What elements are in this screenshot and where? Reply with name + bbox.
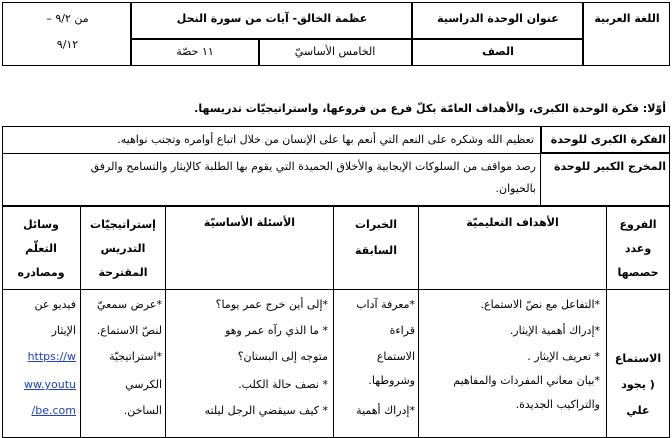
periods-value: ١١ حصّة xyxy=(176,45,214,58)
objective-3: * تعريف الإيثار . xyxy=(527,350,600,363)
section-heading: أوّلا: فكرة الوحدة الكبرى، والأهداف العامّة بكلّ فرع من فروعها، واستراتيجيّات تدريسها. xyxy=(194,102,666,115)
big-outcome-label: المخرج الكبير للوحدة xyxy=(553,160,666,173)
big-idea-text: تعظيم الله وشكره على النعم التي أنعم بها على الإنسان من خلال اتباع أوامره وتجنب نواهيه. xyxy=(117,133,534,146)
strategy-1: *عرض سمعيّ xyxy=(97,298,162,311)
question-2: * ما الذي رآه عمر وهو xyxy=(225,324,328,337)
branches-header-1: الفروع xyxy=(619,218,657,231)
branch-line-2: ( يجود xyxy=(621,378,655,391)
class-label: الصف xyxy=(482,45,514,58)
questions-header: الأسئلة الأساسيّة xyxy=(203,216,296,229)
prior-header-1: الخبرات xyxy=(355,218,397,231)
objective-4: *بيان معاني المفردات والمفاهيم xyxy=(453,374,600,387)
subject-text: اللغة العربية xyxy=(594,12,660,25)
youtube-link-part-1[interactable]: https://w xyxy=(27,350,76,363)
branches-header-3: حصصها xyxy=(617,266,659,279)
objective-1: *التفاعل مع نصّ الاستماع. xyxy=(480,298,600,311)
strategies-header-1: إستراتيجيّات xyxy=(90,218,156,231)
resource-2: الإيثار xyxy=(51,324,76,337)
branch-line-3: علي xyxy=(626,404,650,417)
prior-4: وشروطها. xyxy=(368,374,415,387)
big-outcome-line-2: بالحيوان. xyxy=(495,182,536,195)
date-from: من ٩/٢ – xyxy=(46,12,89,25)
prior-header-2: السابقة xyxy=(355,244,397,257)
objectives-header: الأهداف التعليميّة xyxy=(466,216,559,229)
big-outcome-line-1: رصد مواقف من السلوكات الإيجابية والأخلاق الحميدة التي يقوم بها الطلبة كالإيثار والتسامح والرفق xyxy=(90,160,536,173)
strategies-header-3: المقترحة xyxy=(98,266,148,279)
resource-link-3[interactable] xyxy=(6,404,76,418)
prior-3: الاستماع xyxy=(376,350,415,363)
resources-header-1: وسائل xyxy=(23,218,59,231)
resource-1: فيديو عن xyxy=(34,298,76,311)
resources-header-3: ومصادره xyxy=(17,266,65,279)
prior-1: *معرفة آداب xyxy=(356,298,415,311)
resource-link-2[interactable] xyxy=(6,378,76,392)
strategy-4: الكرسي xyxy=(125,378,162,391)
question-4: * نصف حالة الكلب. xyxy=(238,378,328,391)
objective-2: *إدراك أهمية الإيثار. xyxy=(509,324,600,337)
question-3: متوجه إلى البستان؟ xyxy=(237,350,328,363)
big-idea-label: الفكرة الكبرى للوحدة xyxy=(550,133,666,146)
prior-2: قراءة xyxy=(389,324,415,337)
objective-5: والتراكيب الجديدة. xyxy=(515,398,600,411)
unit-title-label: عنوان الوحدة الدراسية xyxy=(437,12,559,25)
question-1: *إلى أين خرج عمر يوما؟ xyxy=(215,298,328,311)
strategy-5: الساخن. xyxy=(123,404,162,417)
youtube-link-part-3[interactable]: be.com/ xyxy=(31,404,76,417)
youtube-link-part-2[interactable]: ww.youtu xyxy=(24,378,76,391)
class-value: الخامس الأساسيّ xyxy=(294,45,376,58)
resources-header-2: التعلّم xyxy=(25,242,57,255)
unit-title: عظمة الخالق- آيات من سورة النحل xyxy=(176,12,368,25)
strategy-3: *استراتيجيّة xyxy=(109,350,162,363)
branch-line-1: الاستماع xyxy=(614,352,662,365)
strategies-header-2: التدريس xyxy=(100,242,146,255)
prior-5: *إدراك أهمية xyxy=(356,404,415,417)
branches-header-2: وعدد xyxy=(624,242,652,255)
question-5: * كيف سيقضي الرجل ليلته xyxy=(204,404,328,417)
resource-link-1[interactable] xyxy=(6,350,76,364)
strategy-2: لنصّ الاستماع. xyxy=(96,324,162,337)
date-to: ٩/١٢ xyxy=(56,38,79,51)
